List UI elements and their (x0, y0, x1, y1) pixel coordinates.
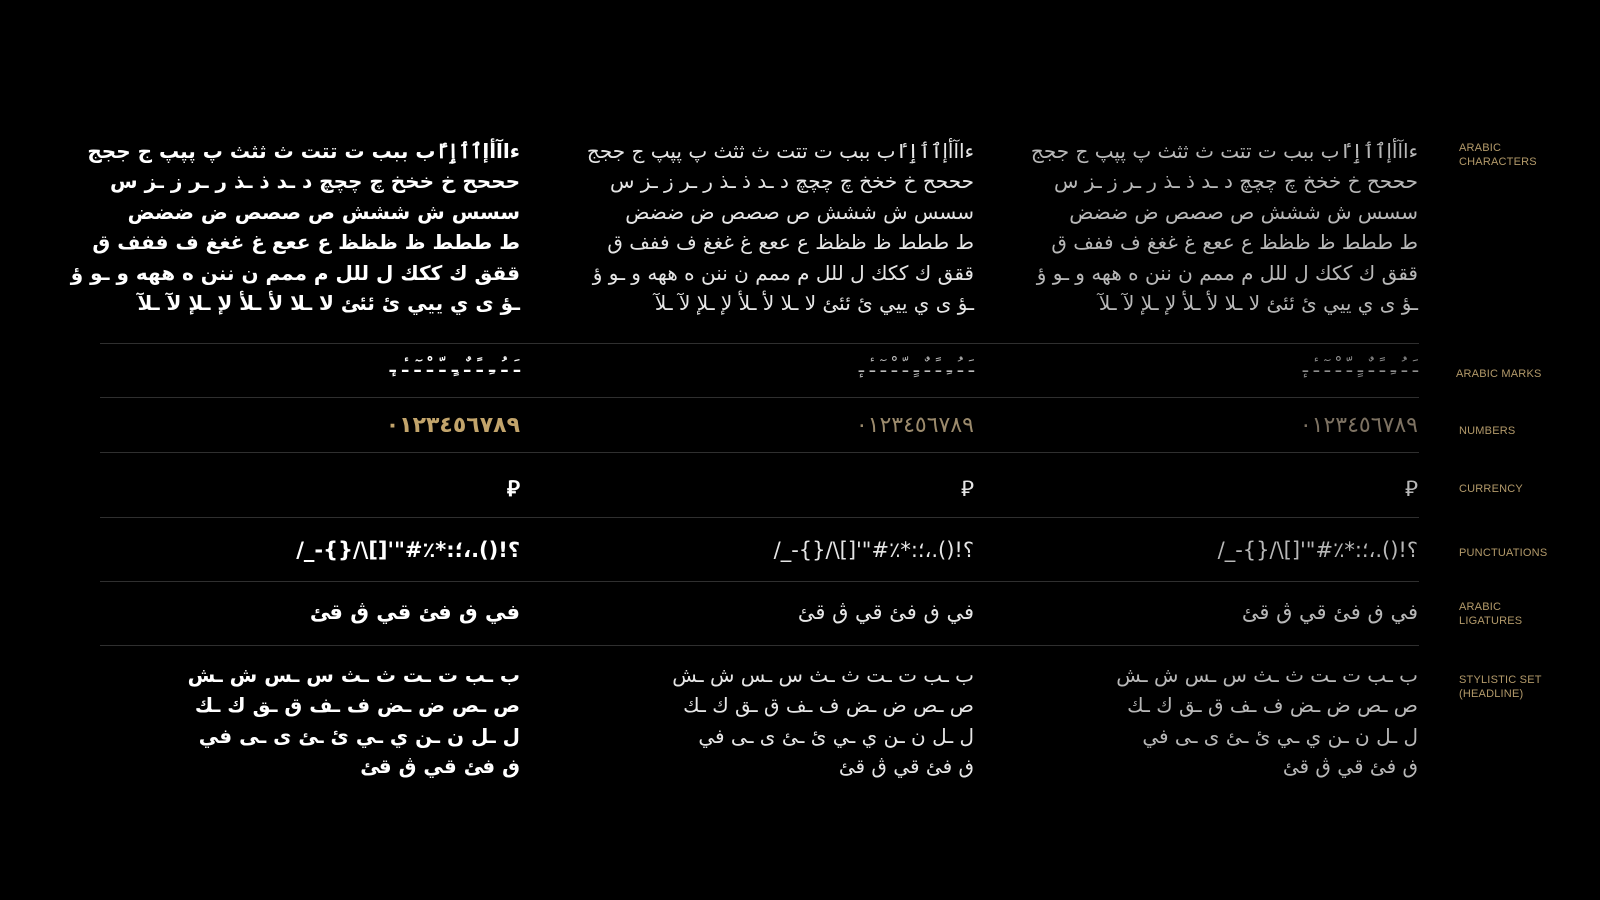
bold-ligatures: في ڧ فئ قي ڨ قئ (309, 600, 520, 624)
light-currency: ⃁ (1404, 477, 1418, 502)
char-line: سسس ش ششش ص صصص ض ضضض (625, 199, 974, 224)
label-stylistic-set (1459, 673, 1542, 701)
regular-ligatures: في ڧ فئ قي ڨ قئ (797, 600, 974, 624)
label-arabic-characters (1459, 141, 1537, 169)
char-line: حححح خ خخخ چ چچچ د ـد ذ ـذ ر ـر ز ـز س (1054, 169, 1418, 194)
row-divider (100, 343, 1419, 344)
label-line: STYLISTIC SET (1459, 674, 1542, 686)
label-arabic-marks: ARABIC MARKS (1456, 368, 1542, 380)
char-line: ققق ك ككك ل للل م ممم ن ننن ه ههه و ـو ؤ (1036, 260, 1418, 285)
char-line: ـؤ ى ي ييي ئ ئئئ لا ـلا لأ ـلأ لإ ـلإ لآ ـلآ (1098, 291, 1418, 316)
char-line: حححح خ خخخ چ چچچ د ـد ذ ـذ ر ـر ز ـز س (110, 169, 520, 194)
row-divider (100, 517, 1419, 518)
regular-stylistic-set (672, 660, 974, 782)
char-line: ط ططط ظ ظظظ ع ععع غ غغغ ف ففف ق (92, 230, 520, 255)
stylistic-line: ڧ فئ قي ڨ قئ (360, 754, 520, 779)
char-line: ط ططط ظ ظظظ ع ععع غ غغغ ف ففف ق (607, 230, 974, 255)
char-line: ط ططط ظ ظظظ ع ععع غ غغغ ف ففف ق (1051, 230, 1418, 255)
bold-stylistic-set (188, 660, 520, 782)
char-line: حححح خ خخخ چ چچچ د ـد ذ ـذ ر ـر ز ـز س (610, 169, 974, 194)
stylistic-line: ڧ فئ قي ڨ قئ (1282, 754, 1418, 779)
label-line: (HEADLINE) (1459, 688, 1524, 700)
stylistic-line: ب ـب ت ـت ث ـث س ـس ش ـش (672, 663, 974, 687)
char-line: سسس ش ششش ص صصص ض ضضض (127, 199, 520, 224)
label-line: LIGATURES (1459, 615, 1523, 627)
row-divider (100, 581, 1419, 582)
light-arabic-marks: ـَ ـُ ـِ ـً ـٌ ـٍ ـّ ـْ ـٓ ـٔ ـٕ (1302, 356, 1418, 377)
stylistic-line: ص ـص ض ـض ف ـف ق ـق ك ـك (1127, 693, 1418, 718)
light-stylistic-set (1116, 660, 1418, 782)
bold-arabic-characters (71, 136, 520, 318)
char-line: ققق ك ككك ل للل م ممم ن ننن ه ههه و ـو ؤ (70, 260, 520, 285)
regular-arabic-marks: ـَ ـُ ـِ ـً ـٌ ـٍ ـّ ـْ ـٓ ـٔ ـٕ (858, 356, 974, 377)
row-divider (100, 397, 1419, 398)
bold-numbers: ٠١٢٣٤٥٦٧٨٩ (385, 413, 520, 438)
char-line: ـؤ ى ي ييي ئ ئئئ لا ـلا لأ ـلأ لإ ـلإ لآ ـلآ (654, 291, 974, 316)
char-line: ءاآأإٱٲٳٵب ببب ت تتت ث ثثث پ پپپ ج ججج (1030, 139, 1418, 163)
regular-numbers: ٠١٢٣٤٥٦٧٨٩ (855, 413, 974, 438)
label-line: CHARACTERS (1459, 156, 1537, 168)
regular-arabic-characters (587, 136, 974, 318)
bold-arabic-marks: ـَ ـُ ـِ ـً ـٌ ـٍ ـّ ـْ ـٓ ـٔ ـٕ (389, 356, 520, 377)
stylistic-line: ب ـب ت ـت ث ـث س ـس ش ـش (1116, 663, 1418, 687)
stylistic-line: ل ـل ن ـن ي ـي ئ ـئ ى ـى في (1142, 723, 1418, 748)
char-line: ققق ك ككك ل للل م ممم ن ننن ه ههه و ـو ؤ (592, 260, 974, 285)
regular-punctuations: ؟!().،؛:*٪#"'[]\/{}-_/ (773, 538, 974, 562)
label-punctuations: PUNCTUATIONS (1459, 547, 1548, 559)
row-divider (100, 452, 1419, 453)
stylistic-line: ص ـص ض ـض ف ـف ق ـق ك ـك (683, 693, 974, 718)
row-divider (100, 645, 1419, 646)
char-line: سسس ش ششش ص صصص ض ضضض (1069, 199, 1418, 224)
bold-punctuations: ؟!().،؛:*٪#"'[]\/{}-_/ (296, 538, 520, 562)
label-line: ARABIC (1459, 601, 1502, 613)
char-line: ءاآأإٱٲٳٵب ببب ت تتت ث ثثث پ پپپ ج ججج (586, 139, 974, 163)
light-arabic-characters (1031, 136, 1418, 318)
regular-currency: ⃁ (960, 477, 974, 502)
stylistic-line: ل ـل ن ـن ي ـي ئ ـئ ى ـى في (198, 723, 520, 748)
stylistic-line: ڧ فئ قي ڨ قئ (838, 754, 974, 779)
label-arabic-ligatures (1459, 600, 1522, 628)
label-numbers: NUMBERS (1459, 425, 1516, 437)
char-line: ءاآأإٱٲٳٵب ببب ت تتت ث ثثث پ پپپ ج ججج (87, 139, 520, 163)
bold-currency: ⃁ (506, 477, 520, 502)
light-numbers: ٠١٢٣٤٥٦٧٨٩ (1299, 413, 1418, 438)
light-ligatures: في ڧ فئ قي ڨ قئ (1241, 600, 1418, 624)
light-punctuations: ؟!().،؛:*٪#"'[]\/{}-_/ (1217, 538, 1418, 562)
char-line: ـؤ ى ي ييي ئ ئئئ لا ـلا لأ ـلأ لإ ـلإ لآ ـلآ (137, 291, 520, 316)
label-line: ARABIC (1459, 142, 1502, 154)
label-currency: CURRENCY (1459, 483, 1523, 495)
stylistic-line: ص ـص ض ـض ف ـف ق ـق ك ـك (194, 693, 520, 718)
stylistic-line: ل ـل ن ـن ي ـي ئ ـئ ى ـى في (698, 723, 974, 748)
stylistic-line: ب ـب ت ـت ث ـث س ـس ش ـش (187, 663, 520, 687)
